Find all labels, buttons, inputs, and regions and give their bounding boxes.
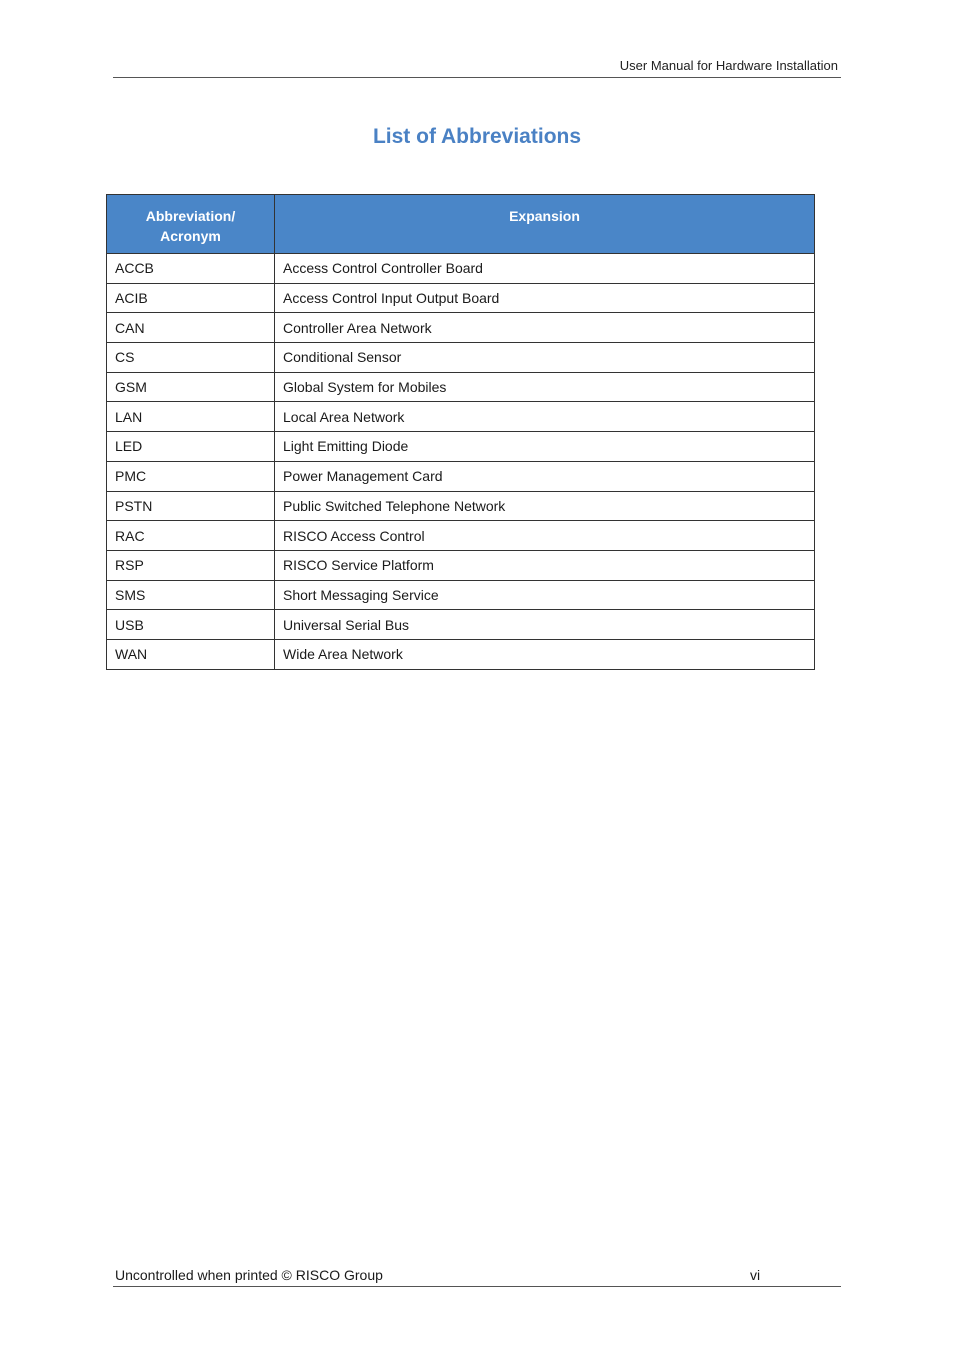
page-title: List of Abbreviations bbox=[372, 125, 582, 148]
abbreviation-cell: RAC bbox=[107, 521, 275, 551]
expansion-cell: RISCO Access Control bbox=[275, 521, 815, 551]
abbreviation-cell: LED bbox=[107, 432, 275, 462]
abbreviation-cell: LAN bbox=[107, 402, 275, 432]
abbreviation-cell: PSTN bbox=[107, 491, 275, 521]
abbreviation-cell: SMS bbox=[107, 580, 275, 610]
expansion-cell: Access Control Input Output Board bbox=[275, 283, 815, 313]
column-header-abbreviation: Abbreviation/ Acronym bbox=[107, 195, 275, 254]
expansion-cell: Power Management Card bbox=[275, 461, 815, 491]
expansion-cell: Local Area Network bbox=[275, 402, 815, 432]
table-row bbox=[107, 639, 815, 669]
abbreviation-cell: WAN bbox=[107, 639, 275, 669]
table-row bbox=[107, 343, 815, 373]
expansion-cell: Public Switched Telephone Network bbox=[275, 491, 815, 521]
footer-copyright: Uncontrolled when printed © RISCO Group bbox=[115, 1267, 383, 1283]
abbreviation-cell: RSP bbox=[107, 550, 275, 580]
abbreviation-cell: GSM bbox=[107, 372, 275, 402]
abbreviations-table bbox=[106, 194, 815, 670]
expansion-cell: Access Control Controller Board bbox=[275, 254, 815, 284]
running-header: User Manual for Hardware Installation bbox=[619, 58, 838, 73]
abbreviation-cell: CS bbox=[107, 343, 275, 373]
column-header-expansion: Expansion bbox=[275, 195, 815, 254]
table-row bbox=[107, 432, 815, 462]
footer-divider bbox=[113, 1286, 841, 1287]
table-row bbox=[107, 550, 815, 580]
table-header-row bbox=[107, 195, 815, 254]
page-number: vi bbox=[750, 1267, 761, 1283]
expansion-cell: Short Messaging Service bbox=[275, 580, 815, 610]
table-row bbox=[107, 610, 815, 640]
table-row bbox=[107, 313, 815, 343]
expansion-cell: Universal Serial Bus bbox=[275, 610, 815, 640]
abbreviation-cell: CAN bbox=[107, 313, 275, 343]
header-divider bbox=[113, 77, 841, 78]
table-body bbox=[107, 254, 815, 670]
table-row bbox=[107, 521, 815, 551]
expansion-cell: Global System for Mobiles bbox=[275, 372, 815, 402]
expansion-cell: Controller Area Network bbox=[275, 313, 815, 343]
expansion-cell: RISCO Service Platform bbox=[275, 550, 815, 580]
table-row bbox=[107, 254, 815, 284]
table-row bbox=[107, 461, 815, 491]
abbreviation-cell: USB bbox=[107, 610, 275, 640]
expansion-cell: Conditional Sensor bbox=[275, 343, 815, 373]
table-row bbox=[107, 402, 815, 432]
expansion-cell: Light Emitting Diode bbox=[275, 432, 815, 462]
table-row bbox=[107, 580, 815, 610]
abbreviation-cell: ACCB bbox=[107, 254, 275, 284]
abbreviation-cell: ACIB bbox=[107, 283, 275, 313]
abbreviation-cell: PMC bbox=[107, 461, 275, 491]
table-row bbox=[107, 372, 815, 402]
table-row bbox=[107, 491, 815, 521]
table-row bbox=[107, 283, 815, 313]
expansion-cell: Wide Area Network bbox=[275, 639, 815, 669]
